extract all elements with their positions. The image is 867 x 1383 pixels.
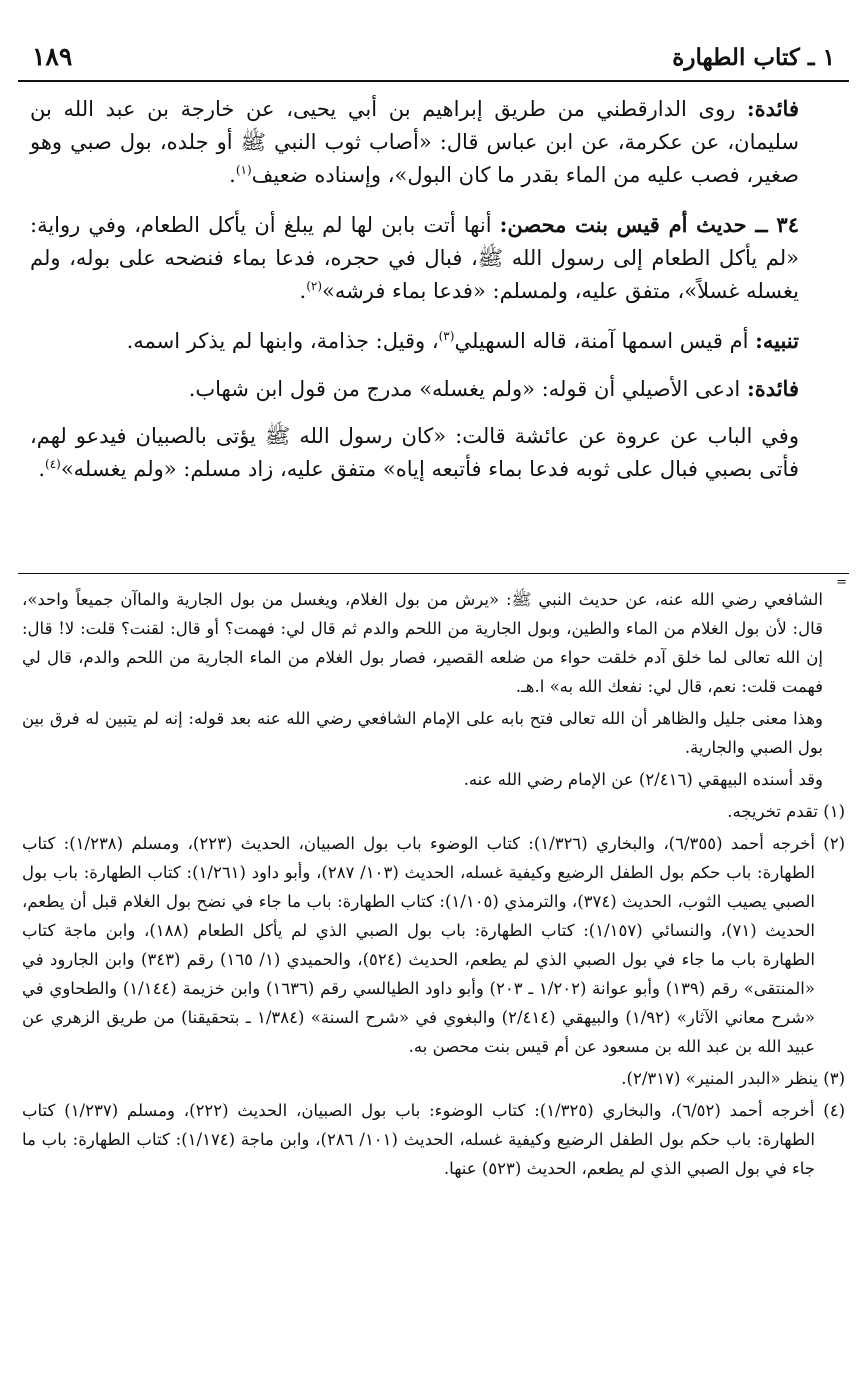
footnote-ref-4[interactable]: (٤) (45, 457, 61, 471)
running-title: ١ ـ كتاب الطهارة (672, 44, 835, 71)
main-text (30, 92, 837, 502)
bab-text: وفي الباب عن عروة عن عائشة قالت: «كان رسول الله ﷺ يؤتى بالصبيان فيدعو لهم، فأتى بصبي فبال على ثوبه فدعا بماء فأتبعه إياه» متفق عليه، زاد مسلم: «ولم يغسله» (30, 424, 799, 481)
footnote-continuation-1: الشافعي رضي الله عنه، عن حديث النبي ﷺ: «يرش من بول الغلام، ويغسل من بول الجارية والماآن جميعاً واحد»، قال: لأن بول الغلام من الماء والطين، وبول الجارية من اللحم والدم ثم قال لي: فهمت؟ أو قال: لقنت؟ قلت: لا! قال: إن الله تعالى لما خلق آدم خلقت حواء من ضلعه القصير، فصار بول الغلام من الماء الجارية من اللحم والدم، قال لي فهمت قلت: نعم، قال لي: نفعك الله به» ا.هـ. (22, 590, 823, 696)
tanbih-text-a: أم قيس اسمها آمنة، قاله السهيلي (454, 329, 749, 353)
footnote-4: (٤) أخرجه أحمد (٦/٥٢)، والبخاري (١/٣٢٥): كتاب الوضوء: باب بول الصبيان، الحديث (٢٢٢)، ومسلم (١/٢٣٧) كتاب الطهارة: باب حكم بول الطفل الرضيع وكيفية غسله، الحديث (١٠١/ ٢٨٦)، وابن ماجة (١/١٧٤): كتاب الطهارة: باب ما جاء في بول الصبي الذي لم يطعم، الحديث (٥٢٣) عنها. (22, 1101, 846, 1178)
footnotes (22, 585, 845, 1186)
footnote-1: (١) تقدم تخريجه. (727, 802, 845, 821)
faida-paragraph-2 (30, 372, 837, 406)
faida-label-1: فائدة: (746, 96, 799, 121)
bab-paragraph: وفي الباب عن عروة عن عائشة قالت: «كان رسول الله ﷺ يؤتى بالصبيان فيدعو لهم، فأتى بصبي فبال على ثوبه فدعا بماء فأتبعه إياه» متفق عليه، زاد مسلم: «ولم يغسله»$^{(٤)}$. (30, 424, 799, 481)
footnote-ref-3[interactable]: (٣) (438, 329, 455, 343)
faida-text-2: ادعى الأصيلي أن قوله: «ولم يغسله» مدرج من قول ابن شهاب. (188, 377, 741, 401)
hadith-label: ٣٤ ــ حديث أم قيس بنت محصن: (499, 212, 799, 237)
tanbih-paragraph (30, 324, 837, 358)
footnote-continuation-2: وهذا معنى جليل والظاهر أن الله تعالى فتح بابه على الإمام الشافعي رضي الله عنه بعد قوله: إنه لم يتبين له فرق بين بول الصبي والجارية. (22, 709, 823, 757)
footnote-separator (18, 573, 849, 590)
faida-paragraph-1: فائدة: روى الدارقطني من طريق إبراهيم بن أبي يحيى، عن خارجة بن عبد الله بن سليمان، عن عكرمة، عن ابن عباس قال: «أصاب ثوب النبي ﷺ أو جلده، بول صبي وهو صغير، فصب عليه من الماء بقدر ما كان البول»، وإسناده ضعيف$^{(١)}$. (30, 96, 799, 187)
footnote-ref-2[interactable]: (٢) (306, 279, 323, 293)
footnote-ref-1[interactable]: (١) (235, 163, 252, 177)
page-header (18, 40, 849, 82)
continuation-mark: = (836, 575, 847, 590)
tanbih-text-b: ، وقيل: جذامة، وابنها لم يذكر اسمه. (126, 329, 439, 353)
footnote-3: (٣) ينظر «البدر المنير» (٢/٣١٧). (621, 1069, 845, 1088)
tanbih-label: تنبيه: (755, 328, 799, 353)
footnote-continuation-3: وقد أسنده البيهقي (٢/٤١٦) عن الإمام رضي الله عنه. (463, 770, 823, 789)
faida-label-2: فائدة: (746, 376, 799, 401)
hadith-paragraph: ٣٤ ــ حديث أم قيس بنت محصن: أنها أتت بابن لها لم يبلغ أن يأكل الطعام، وفي رواية: «لم يأكل الطعام إلى رسول الله ﷺ، فبال في حجره، فدعا بماء فنضحه على بوله، ولم يغسله غسلاً»، متفق عليه، ولمسلم: «فدعا بماء فرشه»$^{(٢)}$. (30, 212, 799, 303)
faida-text-1: روى الدارقطني من طريق إبراهيم بن أبي يحيى، عن خارجة بن عبد الله بن سليمان، عن عكرمة، عن ابن عباس قال: «أصاب ثوب النبي ﷺ أو جلده، بول صبي وهو صغير، فصب عليه من الماء بقدر ما كان البول»، وإسناده ضعيف (30, 97, 799, 187)
hadith-text: أنها أتت بابن لها لم يبلغ أن يأكل الطعام، وفي رواية: «لم يأكل الطعام إلى رسول الله ﷺ، فبال في حجره، فدعا بماء فنضحه على بوله، ولم يغسله غسلاً»، متفق عليه، ولمسلم: «فدعا بماء فرشه» (30, 213, 799, 303)
footnote-2: (٢) أخرجه أحمد (٦/٣٥٥)، والبخاري (١/٣٢٦): كتاب الوضوء باب بول الصبيان، الحديث (٢٢٣)، ومسلم (١/٢٣٨): كتاب الطهارة: باب حكم بول الطفل الرضيع وكيفية غسله، الحديث (١٠٣/ ٢٨٧)، وأبو داود (١/٢٦١): كتاب الطهارة: باب بول الصبي يصيب الثوب، الحديث (٣٧٤)، والترمذي (١/١٠٥): كتاب الطهارة: باب ما جاء في نضح بول الغلام قبل أن يطعم، الحديث (٧١)، والنسائي (١/١٥٧): كتاب الطهارة: باب بول الصبي الذي لم يأكل الطعام (١٨٨)، وابن ماجة كتاب الطهارة باب ما جاء في بول الصبي الذي لم يطعم، الحديث (٥٢٤)، والحميدي (١/ ١٦٥) رقم (٣٤٣) وابن الجارود في «المنتقى» رقم (١٣٩) وأبو عوانة (١/٢٠٢ ـ ٢٠٣) وأبو داود الطيالسي رقم (١٦٣٦) وابن خزيمة (١/١٤٤) والطحاوي في «شرح معاني الآثار» (١/٩٢) والبيهقي (٢/٤١٤) والبغوي في «شرح السنة» (١/٣٨٤ ـ بتحقيقنا) من طريق الزهري عن عبيد الله بن عبد الله بن مسعود عن أم قيس بنت محصن به. (22, 834, 845, 1056)
page-number: ١٨٩ (32, 42, 73, 71)
